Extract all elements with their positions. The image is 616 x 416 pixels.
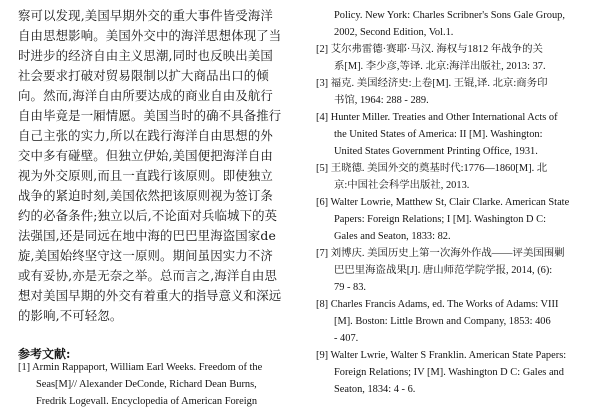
body-line: 旋,美国始终坚守这一原则。期间虽因实力不济 — [18, 248, 273, 263]
body-line: 社会要求打破对贸易限制以扩大商品出口的倾 — [18, 68, 269, 83]
reference-line: [8] Charles Francis Adams, ed. The Works of Adams: VIII — [316, 299, 559, 310]
reference-line: [2] 艾尔弗雷德·赛耶·马汉. 海权与1812 年战争的关 — [316, 44, 543, 55]
reference-line: 京:中国社会科学出版社, 2013. — [334, 180, 470, 191]
reference-line: Gales and Seaton, 1833: 82. — [334, 231, 451, 242]
reference-line: Fredrik Logevall. Encyclopedia of American Foreign — [36, 396, 258, 407]
reference-line: [1] Armin Rappaport, William Earl Weeks. Freedom of the — [18, 362, 263, 373]
body-line: 法强国,还是同远在地中海的巴巴里海盗国家de — [18, 228, 276, 243]
reference-line: 79 - 83. — [334, 282, 367, 293]
reference-line: [4] Hunter Miller. Treaties and Other International Acts of — [316, 112, 558, 123]
body-line: 的影响,不可轻忽。 — [18, 308, 123, 323]
reference-line: [6] Walter Lowrie, Matthew St, Clair Clarke. American State — [316, 197, 570, 208]
body-line: 想对美国早期的外交有着重大的指导意义和深远 — [18, 288, 282, 303]
body-line: 自己主张的实力,所以在践行海洋自由思想的外 — [18, 128, 273, 143]
body-line: 向。然而,海洋自由所要达成的商业自由及航行 — [18, 88, 273, 103]
body-line: 自由毕竟是一厢情愿。美国当时的确不具备推行 — [18, 108, 282, 123]
reference-line: [3] 福克. 美国经济史:上卷[M]. 王锟,译. 北京:商务印 — [316, 78, 548, 89]
reference-line: [9] Walter Lwrie, Walter S Franklin. American State Papers: — [316, 350, 567, 361]
reference-line: Seaton, 1834: 4 - 6. — [334, 384, 416, 395]
reference-line: [5] 王晓德. 美国外交的奠基时代:1776—1860[M]. 北 — [316, 163, 548, 174]
reference-line: [7] 刘博庆. 美国历史上第一次海外作战——评美国围剿 — [316, 248, 565, 259]
reference-line: 书馆, 1964: 288 - 289. — [334, 95, 429, 106]
body-line: 时进步的经济自由主义思潮,同时也反映出美国 — [18, 48, 273, 63]
reference-line: Papers: Foreign Relations; I [M]. Washington D C: — [334, 214, 546, 225]
body-line: 约的必备条件;独立以后,不论面对兵临城下的英 — [18, 208, 278, 223]
body-line: 视为外交原则,而且一直践行该原则。即使独立 — [18, 168, 273, 183]
body-line: 察可以发现,美国早期外交的重大事件皆受海洋 — [18, 8, 273, 23]
reference-line: [M]. Boston: Little Brown and Company, 1853: 406 — [334, 316, 551, 327]
body-line: 交中多有碰壁。但独立伊始,美国便把海洋自由 — [18, 148, 273, 163]
reference-line: Policy. New York: Charles Scribner's Sons Gale Group, — [334, 10, 565, 21]
reference-line: the United States of America: II [M]. Washington: — [334, 129, 543, 140]
reference-line: - 407. — [334, 333, 359, 344]
body-line: 战争的紧迫时刻,美国依然把该原则视为签订条 — [18, 188, 273, 203]
reference-line: 系[M]. 李少彦,等译. 北京:海洋出版社, 2013: 37. — [334, 61, 546, 72]
references-heading: 参考文献: — [18, 347, 71, 361]
reference-line: Foreign Relations; IV [M]. Washington D C: Gales and — [334, 367, 564, 378]
reference-line: United States Government Printing Office, 1931. — [334, 146, 538, 157]
reference-line: Seas[M]// Alexander DeConde, Richard Dean Burns, — [36, 379, 257, 390]
body-line: 自由思想影响。美国外交中的海洋思想体现了当 — [18, 28, 282, 43]
reference-line: 2002, Second Edition, Vol.1. — [334, 27, 454, 38]
body-line: 或有妥协,亦是无奈之举。总而言之,海洋自由思 — [18, 268, 277, 283]
reference-line: 巴巴里海盗战果[J]. 唐山师范学院学报, 2014, (6): — [334, 265, 553, 276]
